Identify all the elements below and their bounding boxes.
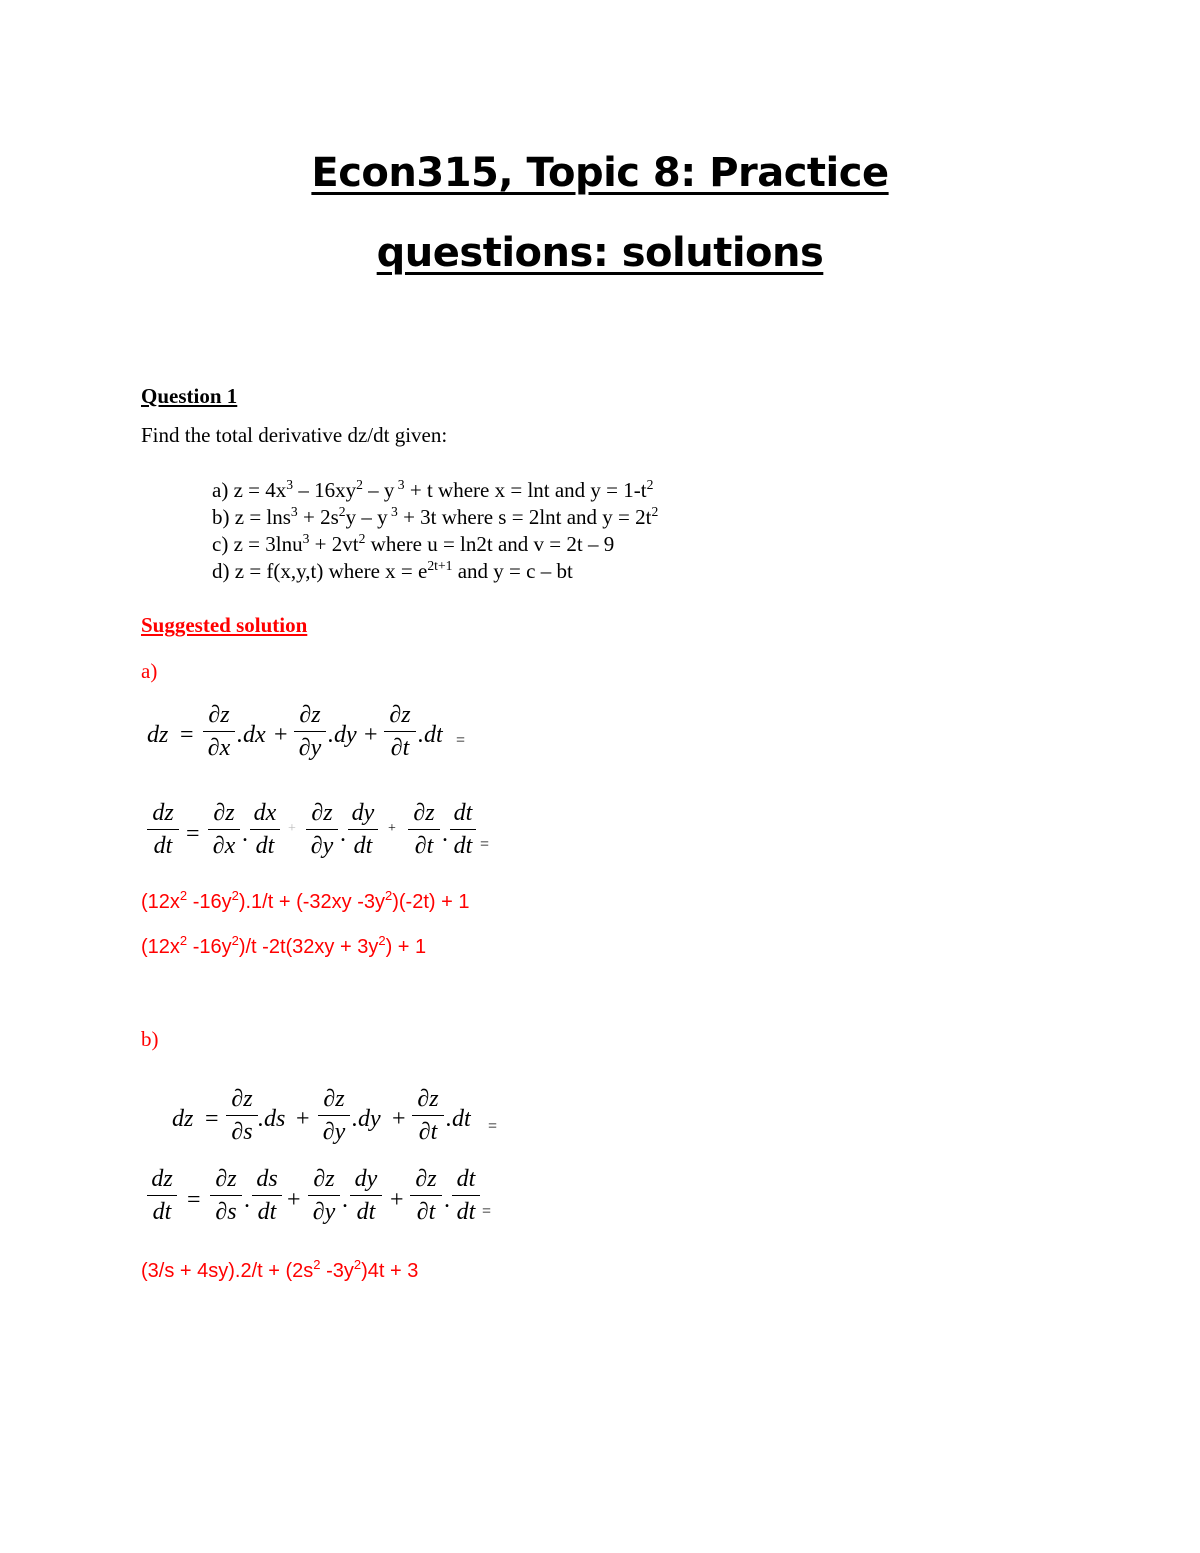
eq-b2-frac-dsdt: ds dt [252,1167,282,1224]
eq-b2-frac-zt: ∂z ∂t [410,1167,442,1224]
eq-a2-dot-2: . [340,821,346,847]
eq-b1-dy: .dy [352,1106,381,1132]
eq-a1-dy: .dy [328,722,357,748]
question-1-heading: Question 1 [141,384,238,408]
part-a-label: a) [141,659,158,683]
eq-a1-tail-equals: = [456,732,466,749]
part-a-answer-line1: ($12x^2$ $-16y^2).1/t + (-32xy$ $-3y^2)(-2t) + 1$ [141,888,470,913]
question-1-prompt: Find the total derivative dz/dt given: [141,423,448,447]
eq-b2-plus-2: + [390,1187,404,1213]
eq-a2-frac-zx: ∂z ∂x [208,801,240,858]
part-b-label: b) [141,1027,159,1051]
eq-a1-plus-1: + [274,722,288,748]
eq-a2-frac-zy: ∂z ∂y [306,801,338,858]
eq-a1-frac-x: ∂z ∂x [203,703,235,760]
eq-a1-plus-2: + [364,722,378,748]
eq-b2-dot-3: . [444,1187,450,1213]
question-item-a: a) $z = 4x^3 - 16xy^2 - y$ $^3$ + t where x = lnt and $y = 1-t^2$ [212,476,654,502]
eq-b1-frac-s: ∂z ∂s [226,1087,258,1144]
eq-b2-frac-zy: ∂z ∂y [308,1167,340,1224]
eq-a2-plus-1: + [288,821,296,836]
question-item-c: c) $z = 3\ln u^3 + 2vt^2$ where u = ln2t and v = 2t – 9 [212,530,615,556]
eq-b1-ds: .ds [258,1106,286,1132]
eq-a1-lhs: dz [147,722,169,748]
eq-b1-frac-y: ∂z ∂y [318,1087,350,1144]
eq-a2-frac-dxdt: dx dt [250,801,280,858]
eq-b2-plus-1: + [287,1187,301,1213]
eq-a1-dt: .dt [418,722,443,748]
eq-a2-frac-dydt: dy dt [348,801,378,858]
eq-a2-frac-zt: ∂z ∂t [408,801,440,858]
eq-b2-frac-dydt: dy dt [350,1167,382,1224]
eq-b1-frac-t: ∂z ∂t [412,1087,444,1144]
eq-b2-tail-equals: = [482,1203,492,1220]
eq-a2-plus-2: + [388,821,396,836]
eq-b2-lhs: dz dt [147,1167,177,1224]
eq-b1-plus-2: + [392,1106,406,1132]
eq-a2-frac-dtdt: dt dt [450,801,476,858]
eq-b1-plus-1: + [296,1106,310,1132]
eq-b2-frac-dtdt: dt dt [452,1167,480,1224]
eq-b2-frac-zs: ∂z ∂s [210,1167,242,1224]
eq-b1-tail-equals: = [488,1118,498,1135]
page-title-line2: questions: solutions [376,230,824,276]
eq-b1-equals: = [205,1106,219,1132]
eq-a2-equals: = [186,821,200,847]
eq-a2-dot-3: . [442,821,448,847]
eq-a1-dx: .dx [237,722,266,748]
eq-a1-equals: = [180,722,194,748]
solution-heading: Suggested solution [141,613,308,637]
eq-a2-tail-equals: = [480,836,490,853]
part-a-answer-line2: ($12x^2$ $-16y^2)/t$ $-2t(32xy + 3y^2) + 1$ [141,933,427,958]
question-item-d: d) z = f(x,y,t) where $x = e^{2t+1}$ and y = c – bt [212,557,573,583]
part-b-answer-line1: $(3/s + 4sy).2/t + (2s^2$ $-3y^2)4t + 3$ [141,1257,419,1282]
eq-b2-dot-1: . [244,1187,250,1213]
eq-a2-lhs: dz dt [147,801,179,858]
eq-a1-frac-t: ∂z ∂t [384,703,416,760]
eq-b1-dt: .dt [446,1106,471,1132]
eq-b1-lhs: dz [172,1106,194,1132]
eq-a1-frac-y: ∂z ∂y [294,703,326,760]
question-item-b: b) $z = \ln s^3 + 2s^2y - y$ $^3$ + 3t where s = 2lnt and $y = 2t^2$ [212,503,659,529]
page-title-line1: Econ315, Topic 8: Practice [311,150,889,196]
eq-a2-dot-1: . [242,821,248,847]
eq-b2-dot-2: . [342,1187,348,1213]
eq-b2-equals: = [187,1187,201,1213]
